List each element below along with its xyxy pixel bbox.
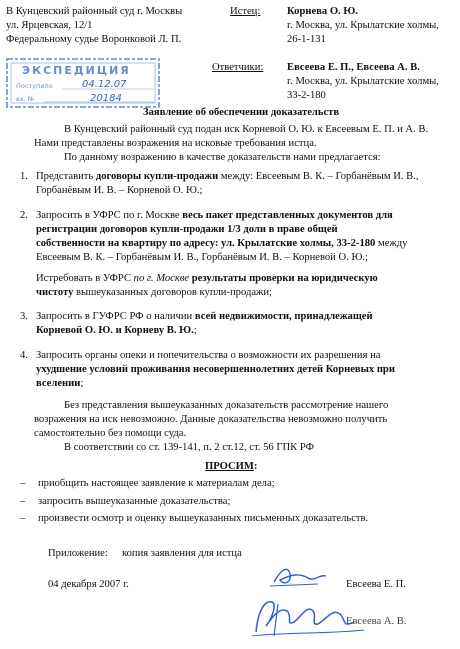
request-item2: запросить вышеуказанные доказательства; (38, 496, 231, 507)
defendants-names: Евсеева Е. П., Евсеева А. В. (287, 62, 420, 73)
item1-number: 1. (20, 171, 28, 182)
item4-line2: ухудшение условий проживания несовершеннолетних детей Корневых при (36, 364, 395, 375)
item4-line1: Запросить органы опеки и попечительства о возможности их разрешения на (36, 350, 381, 361)
defendants-label: Ответчики: (212, 62, 264, 73)
request-dash1: – (20, 478, 26, 489)
request-item3: произвести осмотр и оценку вышеуказанных письменных доказательств. (38, 513, 369, 524)
document-title: Заявление об обеспечении доказательств (143, 107, 340, 118)
signature1-icon (268, 562, 330, 590)
stamp-number-value: 20184 (90, 93, 122, 104)
document-date: 04 декабря 2007 г. (48, 579, 129, 590)
item3-line2: Корневой О. Ю. и Корневу В. Ю.; (36, 325, 197, 336)
request-item1: приобщить настоящее заявление к материалам дела; (38, 478, 275, 489)
plaintiff-address-line1: г. Москва, ул. Крылатские холмы, (287, 20, 439, 31)
item2-line3: собственности на квартиру по адресу: ул. Крылатские холмы, 33-2-180 между (36, 238, 408, 249)
closing-line4: В соответствии со ст. 139-141, п. 2 ст.12, ст. 56 ГПК РФ (64, 442, 314, 453)
intro-line2: Нами представлены возражения на исковые требования истца. (34, 138, 317, 149)
closing-line3: самостоятельно без помощи суда. (34, 428, 187, 439)
court-address: ул. Ярцевская, 12/1 (6, 20, 93, 31)
signer2-name: Евсеева А. В. (346, 616, 407, 627)
item4-line3: вселении; (36, 378, 84, 389)
item1-line2: Горбанёвым И. В. – Корневой О. Ю.; (36, 185, 203, 196)
item3-number: 3. (20, 311, 28, 322)
plaintiff-address-line2: 26-1-131 (287, 34, 326, 45)
request-dash2: – (20, 496, 26, 507)
intro-line1: В Кунцевский районный суд подан иск Корневой О. Ю. к Евсеевым Е. П. и А. В. (64, 124, 429, 135)
item1-line1: Представить договоры купли-продажи между: Евсеевым В. К. – Горбанёвым И. В., (36, 171, 419, 182)
signer1-name: Евсеева Е. П. (346, 579, 406, 590)
closing-line1: Без представления вышеуказанных доказательств рассмотрение нашего (64, 400, 389, 411)
attachment-value: копия заявления для истца (122, 548, 242, 559)
item3-line1: Запросить в ГУФРС РФ о наличии всей недвижимости, принадлежащей (36, 311, 373, 322)
item4-number: 4. (20, 350, 28, 361)
defendants-address-line1: г. Москва, ул. Крылатские холмы, (287, 76, 439, 87)
stamp-number-label: вх. № (16, 95, 35, 103)
item2-line4: Евсеевым В. К. – Горбанёвым И. В., Горбанёвым И. В. – Корневой О. Ю.; (36, 252, 368, 263)
item2-sub-line1: Истребовать в УФРС по г. Москве результаты проверки на юридическую (36, 273, 378, 284)
intro-line3: По данному возражению в качестве доказательств нами предлагается: (64, 152, 381, 163)
stamp-date-label: Поступило (16, 82, 53, 90)
item2-line2: регистрации договоров купли-продажи 1/3 доли в праве общей (36, 224, 338, 235)
stamp-date-value: 04.12.07 (82, 79, 127, 90)
request-dash3: – (20, 513, 26, 524)
attachment-label: Приложение: (48, 548, 108, 559)
stamp-title: ЭКСПЕДИЦИЯ (22, 64, 131, 77)
court-name: В Кунцевский районный суд г. Москвы (6, 6, 183, 17)
expedition-stamp (4, 56, 162, 110)
closing-line2: возражения на иск невозможно. Данные доказательства невозможно получить (34, 414, 388, 425)
defendants-address-line2: 33-2-180 (287, 90, 326, 101)
item2-number: 2. (20, 210, 28, 221)
item2-line1: Запросить в УФРС по г. Москве весь пакет представленных документов для (36, 210, 393, 221)
request-title: ПРОСИМ: (205, 461, 258, 472)
plaintiff-label: Истец: (230, 6, 261, 17)
judge-name: Федеральному судье Воронковой Л. П. (6, 34, 182, 45)
item2-sub-line2: чистоту вышеуказанных договоров купли-продажи; (36, 287, 272, 298)
plaintiff-name: Корнева О. Ю. (287, 6, 358, 17)
